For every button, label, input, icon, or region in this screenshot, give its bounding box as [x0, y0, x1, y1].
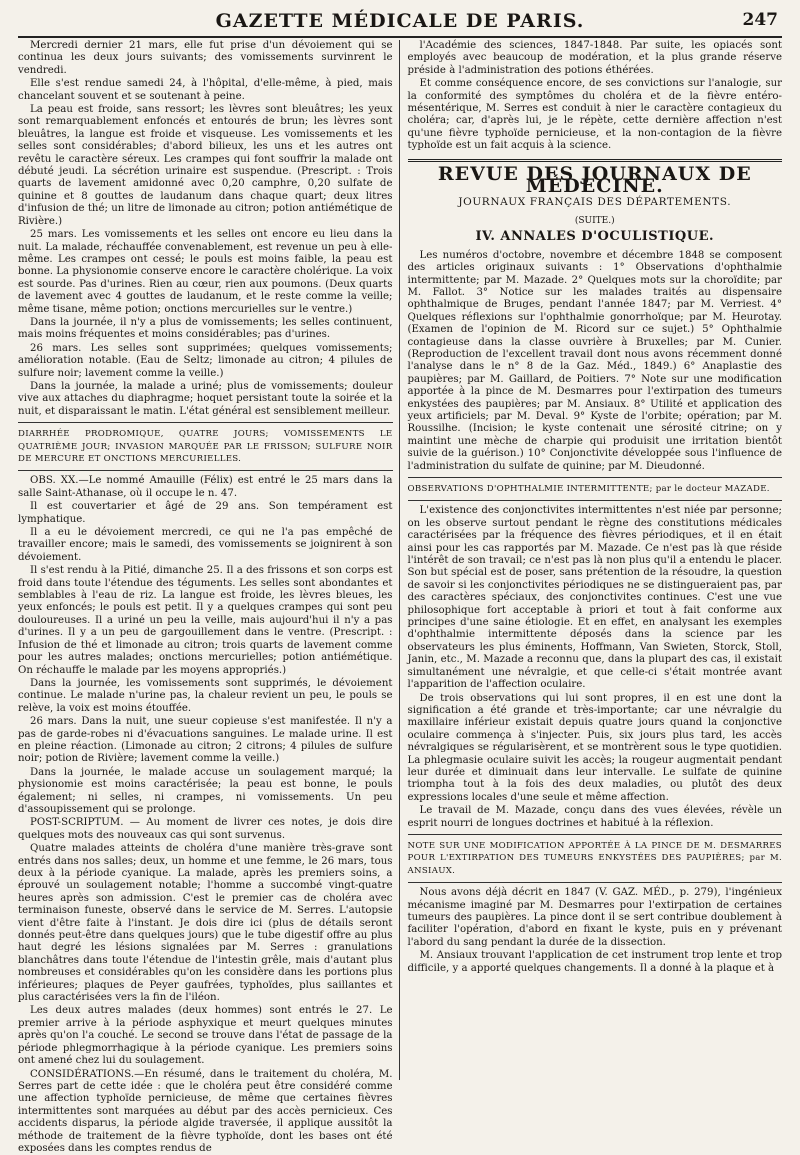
paragraph: Mercredi dernier 21 mars, elle fut prise d'un dévoiement qui se continua les deux jours suivants; des vomissements survinrent le vendredi.	[18, 40, 393, 77]
right-column	[400, 40, 783, 1080]
paragraph: Dans la journée, la malade a uriné; plus de vomissements; douleur vive aux attaches du diaphragme; hoquet persistant toute la soirée et la nuit, et disparaissant le matin. L'état général est sensiblement meilleur.	[18, 381, 393, 418]
paragraph: Il a eu le dévoiement mercredi, ce qui ne l'a pas empêché de travailler encore; mais le samedi, des vomissements se joignirent à son dévoiement.	[18, 527, 393, 564]
paragraph: Le travail de M. Mazade, conçu dans des vues élevées, révèle un esprit nourri de longues doctrines et habitué à la réflexion.	[408, 805, 783, 830]
paragraph: Elle s'est rendue samedi 24, à l'hôpital, d'elle-même, à pied, mais chancelant souvent et se soutenant à peine.	[18, 78, 393, 103]
paragraph: 25 mars. Les vomissements et les selles ont encore eu lieu dans la nuit. La malade, réchauffée convenablement, est revenue un peu à elle-même. Les crampes ont cessé; le pouls est moins faible, la peau est bonne. La physionomie conserve encore le caractère cholérique. La voix est sourde. Pas d'urines. Rien au cœur, rien aux poumons. (Deux quarts de lavement avec 4 gouttes de laudanum, et le reste comme la veille; même tisane, même potion; onctions mercurielles sur le ventre.)	[18, 229, 393, 316]
page-header	[18, 6, 782, 38]
paragraph: De trois observations qui lui sont propres, il en est une dont la signification a été grande et très-importante; car une névralgie du maxillaire inférieur existait depuis quatre jours quand la conjonctive oculaire commença à s'injecter. Puis, six jours plus tard, les accès névralgiques se régularisèrent, et se montrèrent sous le type quotidien. La phlegmasie oculaire suivit les accès; la rougeur augmentait pendant leur durée et diminuait dans leur intervalle. Le sulfate de quinine triompha tout à la fois des deux maladies, ou plutôt des deux expressions locales d'une seule et même affection.	[408, 693, 783, 805]
paragraph: 26 mars. Les selles sont supprimées; quelques vomissements; amélioration notable. (Eau de Seltz; limonade au citron; 4 pilules de sulfure noir; lavement comme la veille.)	[18, 343, 393, 380]
divider	[408, 500, 783, 501]
paragraph: Il est couvertarier et âgé de 29 ans. Son tempérament est lymphatique.	[18, 501, 393, 526]
journal-title: GAZETTE MÉDICALE DE PARIS.	[18, 10, 782, 32]
paragraph: POST-SCRIPTUM. — Au moment de livrer ces notes, je dois dire quelques mots des nouveaux cas qui sont survenus.	[18, 817, 393, 842]
paragraph: Dans la journée, le malade accuse un soulagement marqué; la physionomie est moins caractérisée; la peau est bonne, le pouls également; ni selles, ni crampes, ni vomissements. Un peu d'assoupissement qui se prolonge.	[18, 767, 393, 817]
divider	[408, 882, 783, 883]
case-heading: DIARRHÉE PRODROMIQUE, QUATRE JOURS; VOMISSEMENTS LE QUATRIÈME JOUR; INVASION MARQUÉE PAR LE FRISSON; SULFURE NOIR DE MERCURE ET ONCTIONS MERCURIELLES.	[18, 428, 393, 465]
divider	[18, 422, 393, 423]
section-title: REVUE DES JOURNAUX DE MÉDECINE.	[408, 168, 783, 193]
divider	[18, 470, 393, 471]
divider	[408, 834, 783, 835]
paragraph: M. Ansiaux trouvant l'application de cet instrument trop lente et trop difficile, y a apporté quelques changements. Il a donné à la plaque et à	[408, 950, 783, 975]
section-subtitle: JOURNAUX FRANÇAIS DES DÉPARTEMENTS.	[408, 196, 783, 208]
two-column-body	[18, 40, 782, 1080]
page-number: 247	[743, 10, 779, 30]
paragraph: CONSIDÉRATIONS.—En résumé, dans le traitement du choléra, M. Serres part de cette idée : que le choléra peut être considéré comme une affection typhoïde pernicieuse, de même que certaines fièvres intermittentes sont marquées au début par des accès pernicieux. Ces accidents disparus, la période algide traversée, il applique aussitôt la méthode de traitement de la fièvre typhoïde, dont les bases ont été exposées dans les comptes rendus de	[18, 1069, 393, 1155]
paragraph: OBS. XX.—Le nommé Amauille (Félix) est entré le 25 mars dans la salle Saint-Athanase, où il occupe le n. 47.	[18, 475, 393, 500]
paragraph: Les deux autres malades (deux hommes) sont entrés le 27. Le premier arrive à la période asphyxique et meurt quelques minutes après qu'on l'a couché. Le second se trouve dans l'état de passage de la période phlegmorrhagique à la période cyanique. Les premiers soins ont amené chez lui du soulagement.	[18, 1005, 393, 1067]
paragraph: Il s'est rendu à la Pitié, dimanche 25. Il a des frissons et son corps est froid dans toute l'étendue des téguments. Les selles sont abondantes et semblables à l'eau de riz. La langue est froide, les lèvres bleues, les yeux enfoncés; le pouls est petit. Il y a quelques crampes qui sont peu douloureuses. Il a uriné un peu la veille, mais aujourd'hui il n'y a pas d'urines. Il y a un peu de gargouillement dans le ventre. (Prescript. : Infusion de thé et limonade au citron; trois quarts de lavement comme pour les autres malades; onctions mercurielles; potion antiémétique. On réchauffe le malade par les moyens appropriés.)	[18, 565, 393, 677]
paragraph: Et comme conséquence encore, de ses convictions sur l'analogie, sur la conformité des symptômes du choléra et de la fièvre entéro-mésentérique, M. Serres est conduit à nier le caractère contagieux du choléra; car, d'après lui, je le répète, cette dernière affection n'est qu'une fièvre typhoïde pernicieuse, et la non-contagion de la fièvre typhoïde est un fait acquis à la science.	[408, 78, 783, 152]
paragraph: L'existence des conjonctivites intermittentes n'est niée par personne; on les observe surtout pendant le règne des constitutions médicales caractérisées par la fréquence des fièvres périodiques, et il en était ainsi pour les cas rapportés par M. Mazade. Ce n'est pas là que réside l'intérêt de son travail; ce n'est pas là non plus qu'il a entendu le placer. Son but spécial est de poser, sans prétention de la résoudre, la question de savoir si les conjonctivites périodiques ne se distingueraient pas, par des caractères spéciaux, des conjonctivites continues. C'est une vue philosophique fort acceptable à priori et tout à fait conforme aux principes d'une saine étiologie. Et en effet, en analysant les exemples d'ophthalmie intermittente déposés dans la science par les observateurs les plus éminents, Hoffmann, Van Swieten, Storck, Stoll, Janin, etc., M. Mazade a reconnu que, dans la plupart des cas, il existait simultanément une névralgie, et que celle-ci s'était montrée avant l'apparition de l'affection oculaire.	[408, 505, 783, 691]
divider	[408, 477, 783, 478]
paragraph: Dans la journée, il n'y a plus de vomissements; les selles continuent, mais moins fréquentes et moins considérables; pas d'urines.	[18, 317, 393, 342]
subsection-title: IV. ANNALES D'OCULISTIQUE.	[408, 231, 783, 243]
paragraph: La peau est froide, sans ressort; les lèvres sont bleuâtres; les yeux sont remarquablement enfoncés et entourés de brun; les lèvres sont bleuâtres, la langue est froide et visqueuse. Les vomissements et les selles sont considérables; d'abord bilieux, les uns et les autres ont revêtu le caractère séreux. Les crampes qui font souffrir la malade ont débuté jeudi. La sécrétion urinaire est suspendue. (Prescript. : Trois quarts de lavement amidonné avec 0,20 camphre, 0,20 sulfate de quinine et 8 gouttes de laudanum dans chaque quart; deux litres d'infusion de thé; un litre de limonade au citron; potion antiémétique de Rivière.)	[18, 104, 393, 228]
paragraph: Quatre malades atteints de choléra d'une manière très-grave sont entrés dans nos salles; deux, un homme et une femme, le 26 mars, tous deux à la période cyanique. La malade, après les premiers soins, a éprouvé un soulagement notable; l'homme a succombé vingt-quatre heures après son admission. C'est le premier cas de choléra avec terminaison funeste, observé dans le service de M. Serres. L'autopsie vient d'être faite à l'instant. Je dois dire ici (plus de détails seront donnés peut-être dans quelques jours) que le tube digestif offre au plus haut degré les lésions signalées par M. Serres : granulations blanchâtres dans toute l'étendue de l'intestin grêle, mais d'autant plus nombreuses et considérables qu'on les considère dans les portions plus inférieures; plaques de Peyer gaufrées, typhoïdes, plus saillantes et plus caractérisées vers la fin de l'iléon.	[18, 843, 393, 1004]
paragraph: Les numéros d'octobre, novembre et décembre 1848 se composent des articles originaux suivants : 1° Observations d'ophthalmie intermittente; par M. Mazade. 2° Quelques mots sur la choroïdite; par M. Fallot. 3° Notice sur les malades traités au dispensaire ophthalmique de Bruges, pendant l'année 1847; par M. Verriest. 4° Quelques réflexions sur l'ophthalmie gonorrhoïque; par M. Heurotay. (Examen de l'opinion de M. Ricord sur ce sujet.) 5° Ophthalmie contagieuse dans la classe ouvrière à Bruxelles; par M. Cunier. (Reproduction de l'excellent travail dont nous avons récemment donné l'analyse dans le n° 8 de la Gaz. Méd., 1849.) 6° Anaplastie des paupières; par M. Gaillard, de Poitiers. 7° Note sur une modification apportée à la pince de M. Desmarres pour l'extirpation des tumeurs enkystées des paupières; par M. Ansiaux. 8° Utilité et application des yeux artificiels; par M. Deval. 9° Kyste de l'orbite; opération; par M. Roussilhe. (Incision; le kyste contenait une sérosité citrine; on y maintint une mèche de charpie qui produisit une irritation bientôt suivie de la guérison.) 10° Conjonctivite développée sous l'influence de l'administration du sulfate de quinine; par M. Dieudonné.	[408, 250, 783, 473]
section-rule	[408, 159, 783, 162]
paragraph: 26 mars. Dans la nuit, une sueur copieuse s'est manifestée. Il n'y a pas de garde-robes ni d'évacuations sanguines. Le malade urine. Il est en pleine réaction. (Limonade au citron; 2 citrons; 4 pilules de sulfure noir; potion de Rivière; lavement comme la veille.)	[18, 716, 393, 766]
paragraph: Nous avons déjà décrit en 1847 (V. GAZ. MÉD., p. 279), l'ingénieux mécanisme imaginé par M. Desmarres pour l'extirpation de certaines tumeurs des paupières. La pince dont il se sert contribue doublement à faciliter l'opération, d'abord en fixant le kyste, puis en y prévenant l'abord du sang pendant la durée de la dissection.	[408, 887, 783, 949]
article-heading: NOTE SUR UNE MODIFICATION APPORTÉE À LA PINCE DE M. DESMARRES POUR L'EXTIRPATION DES TUMEURS ENKYSTÉES DES PAUPIÈRES; par M. ANSIAUX.	[408, 840, 783, 877]
paragraph: l'Académie des sciences, 1847-1848. Par suite, les opiacés sont employés avec beaucoup de modération, et la plus grande réserve préside à l'administration des potions éthérées.	[408, 40, 783, 77]
article-heading: OBSERVATIONS D'OPHTHALMIE INTERMITTENTE; par le docteur MAZADE.	[408, 483, 783, 495]
continued-label: (SUITE.)	[408, 215, 783, 227]
left-column	[18, 40, 399, 1080]
paragraph: Dans la journée, les vomissements sont supprimés, le dévoiement continue. Le malade n'urine pas, la chaleur revient un peu, le pouls se relève, la voix est moins étouffée.	[18, 678, 393, 715]
